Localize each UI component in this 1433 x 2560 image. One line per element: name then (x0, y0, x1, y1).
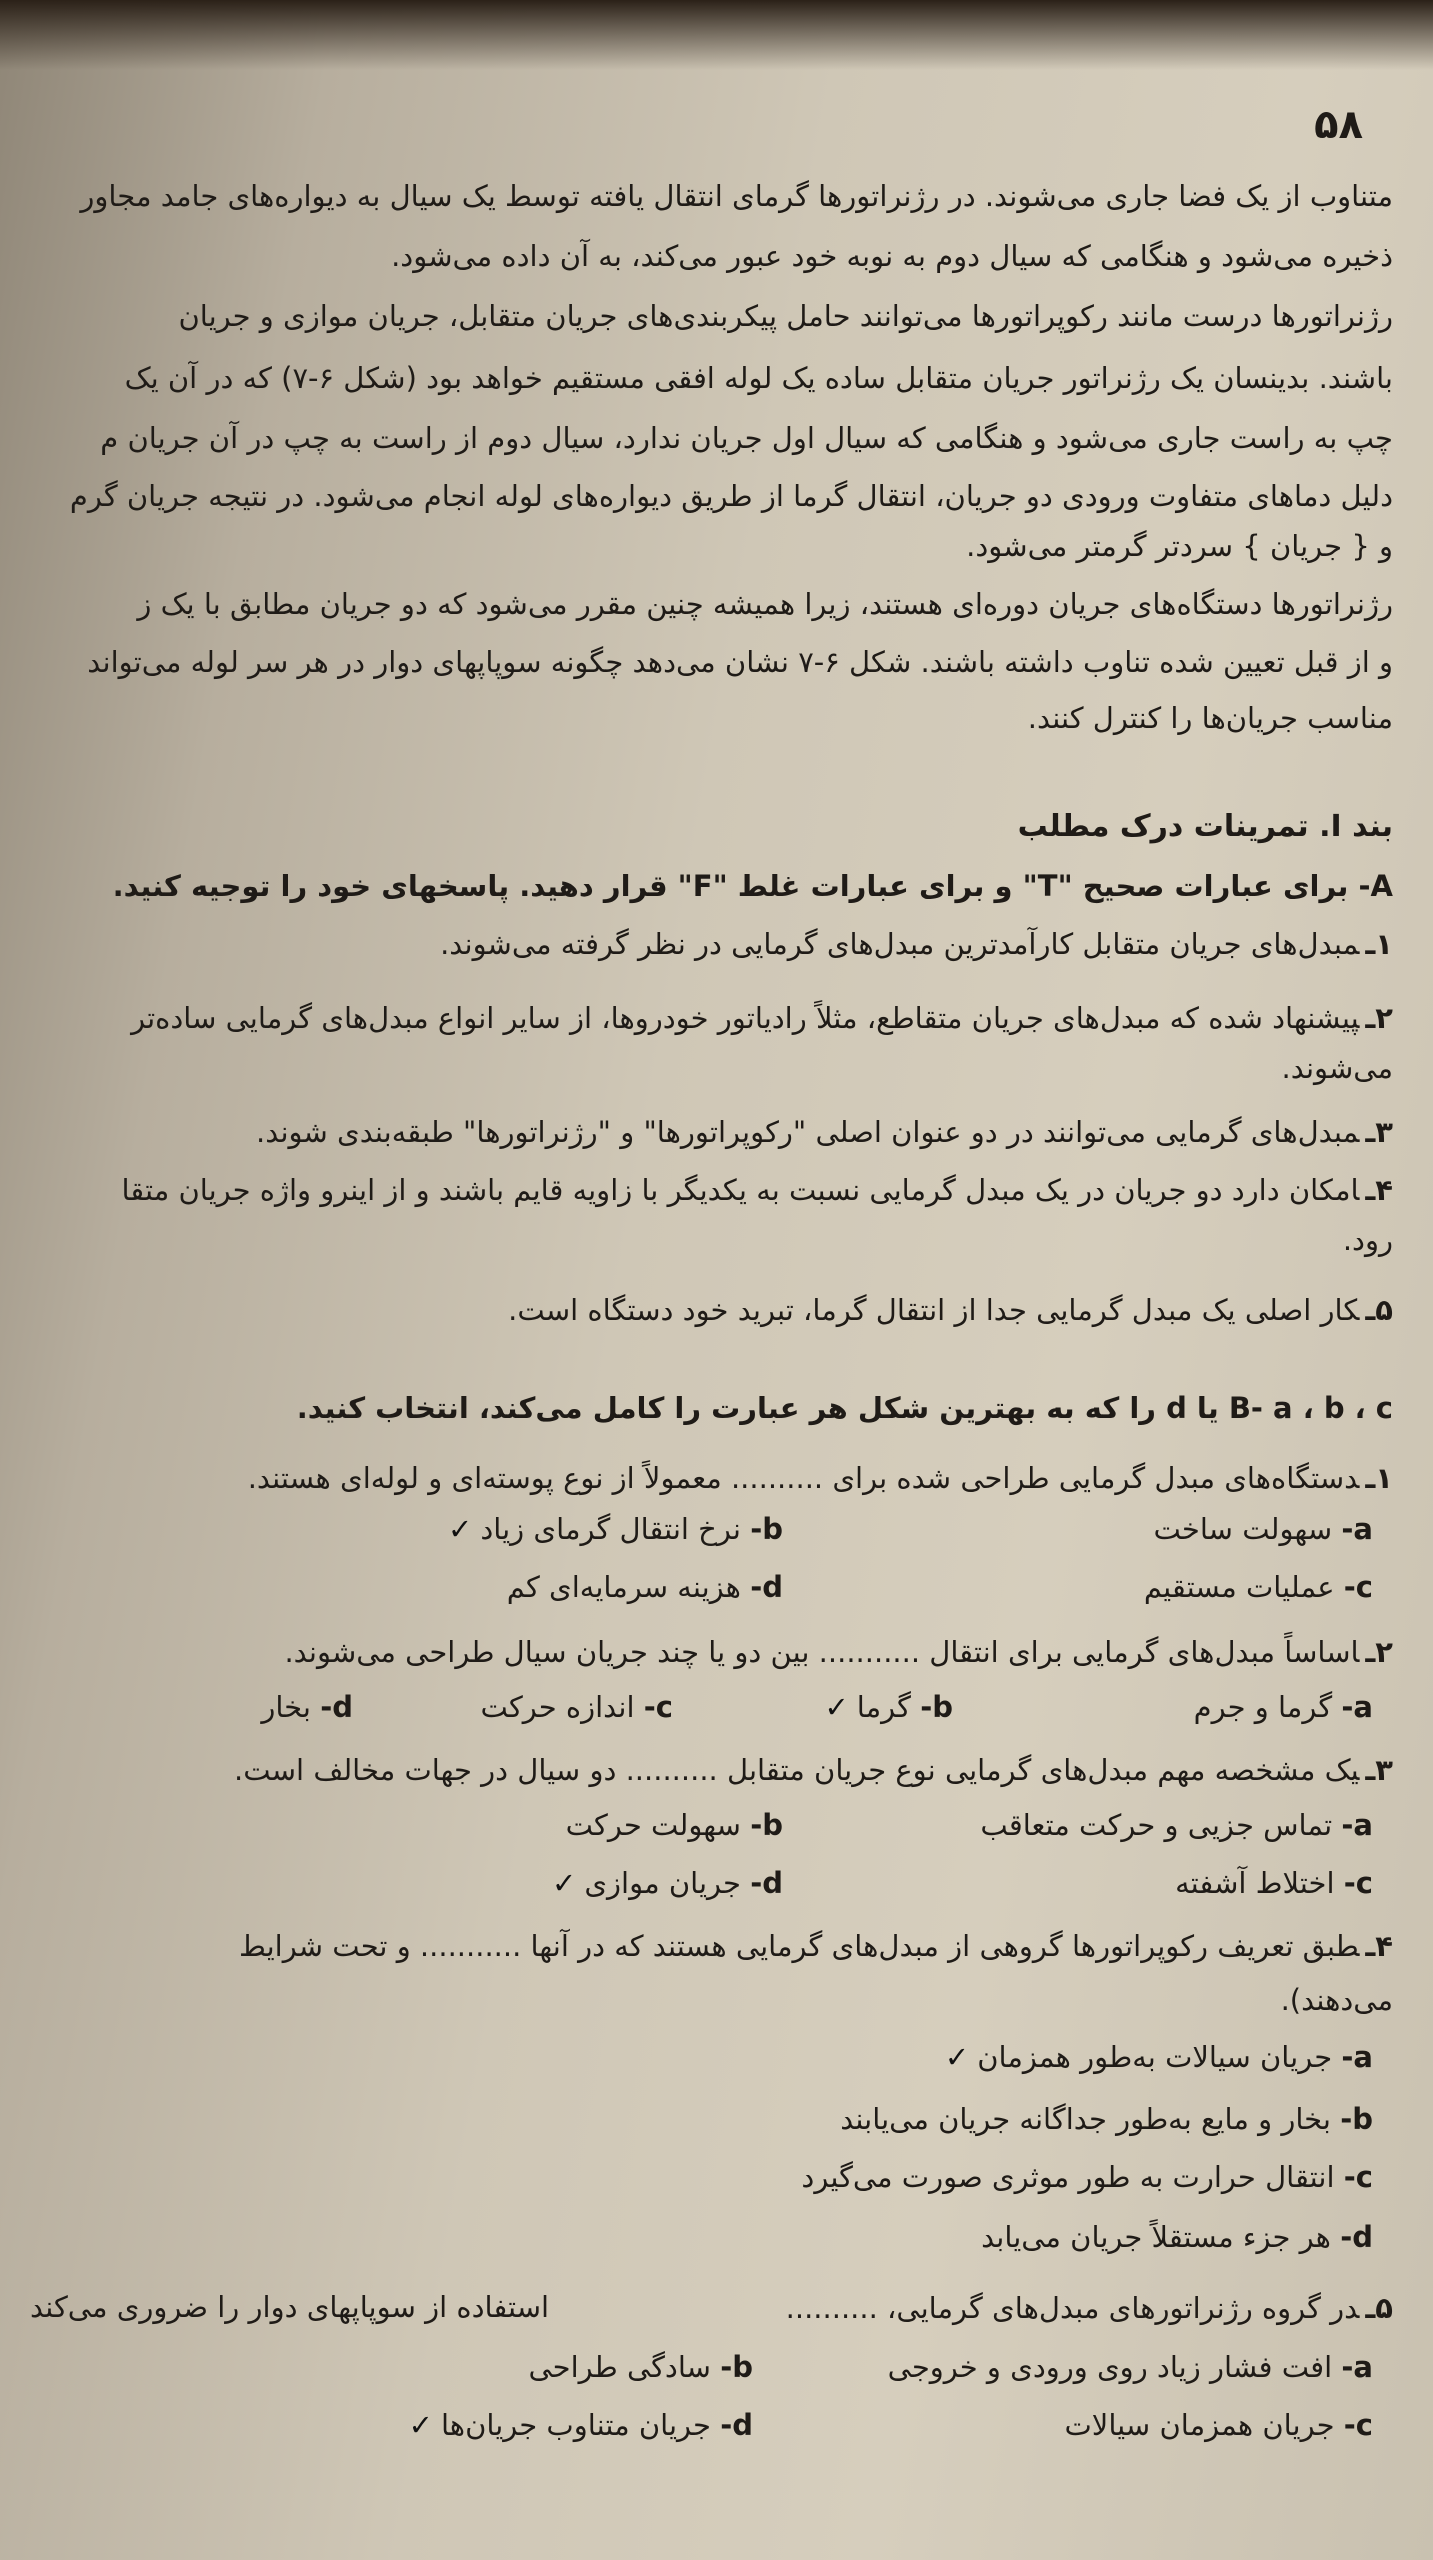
option-label: a- (1341, 2350, 1373, 2384)
option-text: عملیات مستقیم (1143, 1570, 1335, 1604)
item-text: مبدل‌های جریان متقابل کارآمدترین مبدل‌های گرمایی در نظر گرفته می‌شوند. (440, 927, 1360, 961)
option-c (1144, 1570, 1373, 1604)
question-number: ۱ـ (1365, 1461, 1393, 1495)
item-text: امکان دارد دو جریان در یک مبدل گرمایی نسبت به یکدیگر با زاویه قایم باشند و از اینرو واژه جریان متقا (121, 1173, 1360, 1207)
question-3 (234, 1752, 1393, 1788)
question-number: ۳ـ (1365, 1753, 1393, 1787)
question-2 (284, 1634, 1393, 1670)
item-number: ۵ـ (1365, 1293, 1393, 1327)
paragraph-line: باشند. بدینسان یک رژنراتور جریان متقابل ساده یک لوله افقی مستقیم خواهد بود (شکل ۶-۷) که در آن یک (124, 361, 1393, 395)
question-4 (239, 1928, 1393, 1964)
option-text: نرخ انتقال گرمای زیاد (480, 1512, 741, 1546)
option-text: جریان متناوب جریان‌ها (440, 2408, 711, 2442)
item-number: ۳ـ (1365, 1115, 1393, 1149)
option-label: d- (320, 1690, 353, 1724)
option-text: گرما و جرم (1193, 1690, 1333, 1724)
part-a-item-cont (1282, 1050, 1394, 1086)
option-c (1175, 1866, 1373, 1900)
option-text: سهولت ساخت (1153, 1512, 1333, 1546)
part-a-title: A- برای عبارات صحیح "T" و برای عبارات غلط "F" قرار دهید. پاسخهای خود را توجیه کنید. (112, 869, 1393, 903)
check-mark-icon: ✓ (824, 1690, 849, 1724)
paragraph-line: رژنراتورها درست مانند رکوپراتورها می‌توانند حامل پیکربندی‌های جریان متقابل، جریان موازی و جریان (178, 299, 1393, 333)
item-text: پیشنهاد شده که مبدل‌های جریان متقاطع، مثلاً رادیاتور خودروها، از سایر انواع مبدل‌های گرمایی ساده‌تر (131, 1001, 1360, 1035)
option-text: بخار و مایع به‌طور جداگانه جریان می‌یابند (840, 2102, 1331, 2136)
option-label: c- (1343, 1570, 1373, 1604)
section-title: بند I. تمرینات درک مطلب (1017, 809, 1393, 844)
question-1 (248, 1460, 1393, 1496)
option-d (981, 2220, 1373, 2254)
option-label: d- (720, 2408, 753, 2442)
option-a (980, 1808, 1373, 1842)
item-text: مبدل‌های گرمایی می‌توانند در دو عنوان اصلی "رکوپراتورها" و "رژنراتورها" طبقه‌بندی شوند. (256, 1115, 1360, 1149)
option-label: a- (1341, 1808, 1373, 1842)
option-label: c- (643, 1690, 673, 1724)
option-c (801, 2160, 1373, 2194)
option-b (566, 1808, 783, 1842)
option-label: a- (1341, 1512, 1373, 1546)
option-text: اندازه حرکت (480, 1690, 635, 1724)
option-label: d- (750, 1866, 783, 1900)
part-a-item (256, 1114, 1393, 1150)
paragraph-line: و از قبل تعیین شده تناوب داشته باشند. شکل ۶-۷ نشان می‌دهد چگونه سوپاپهای دوار در هر سر لوله می‌تواند (87, 645, 1393, 679)
part-a-item (508, 1292, 1393, 1328)
question-stem: طبق تعریف رکوپراتورها گروهی از مبدل‌های گرمایی هستند که در آنها ........... و تحت شرایط (239, 1929, 1360, 1963)
option-label: b- (750, 1512, 783, 1546)
paragraph-line: متناوب از یک فضا جاری می‌شوند. در رژنراتورها گرمای انتقال یافته توسط یک سیال به دیواره‌های جامد مجاور (80, 179, 1393, 213)
option-text: هزینه سرمایه‌ای کم (506, 1570, 741, 1604)
option-label: b- (920, 1690, 953, 1724)
paragraph-line: چپ به راست جاری می‌شود و هنگامی که سیال اول جریان ندارد، سیال دوم از راست به چپ در آن جریان م (100, 421, 1393, 455)
paragraph-line: رژنراتورها دستگاه‌های جریان دوره‌ای هستند، زیرا همیشه چنین مقرر می‌شود که دو جریان مطابق با یک ز (137, 587, 1393, 621)
paragraph-line: مناسب جریان‌ها را کنترل کنند. (1027, 701, 1393, 735)
option-c (1065, 2408, 1374, 2442)
check-mark-icon: ✓ (944, 2040, 970, 2074)
option-text: جریان موازی (584, 1866, 741, 1900)
item-number: ۴ـ (1365, 1173, 1393, 1207)
option-a (1194, 1690, 1373, 1724)
check-mark-icon: ✓ (408, 2408, 433, 2442)
paragraph-line: و { جریان } سردتر گرمتر می‌شود. (966, 529, 1393, 563)
option-label: b- (720, 2350, 753, 2384)
question-5-tail: استفاده از سوپاپهای دوار را ضروری می‌کند (30, 2290, 550, 2324)
part-a-item (121, 1172, 1393, 1208)
option-b (440, 1512, 783, 1546)
option-d (401, 2408, 753, 2442)
option-label: c- (1343, 2408, 1373, 2442)
check-mark-icon: ✓ (552, 1866, 577, 1900)
option-label: b- (1340, 2102, 1373, 2136)
part-b-title: B- a ، b ، c یا d را که به بهترین شکل هر عبارت را کامل می‌کند، انتخاب کنید. (296, 1391, 1393, 1425)
question-stem: دستگاه‌های مبدل گرمایی طراحی شده برای .......... معمولاً از نوع پوسته‌ای و لوله‌ای هستند. (247, 1461, 1360, 1495)
question-number: ۵ـ (1365, 2291, 1393, 2325)
option-d (507, 1570, 783, 1604)
question-stem: یک مشخصه مهم مبدل‌های گرمایی نوع جریان متقابل .......... دو سیال در جهات مخالف است. (234, 1753, 1360, 1787)
option-text: سهولت حرکت (565, 1808, 741, 1842)
question-5 (786, 2290, 1393, 2326)
option-text: انتقال حرارت به طور موثری صورت می‌گیرد (801, 2160, 1335, 2194)
paragraph-line: ذخیره می‌شود و هنگامی که سیال دوم به نوبه خود عبور می‌کند، به آن داده می‌شود. (391, 239, 1393, 273)
option-label: d- (750, 1570, 783, 1604)
option-label: c- (1343, 1866, 1373, 1900)
option-text: سادگی طراحی (528, 2350, 711, 2384)
top-shadow (0, 0, 1433, 70)
question-stem: در گروه رژنراتورهای مبدل‌های گرمایی، .......... (785, 2291, 1360, 2325)
paragraph-line: دلیل دماهای متفاوت ورودی دو جریان، انتقال گرما از طریق دیواره‌های لوله انجام می‌شود. در نتیجه جریان گرم (69, 479, 1393, 513)
option-text: جریان همزمان سیالات (1064, 2408, 1335, 2442)
part-a-item (131, 1000, 1393, 1036)
item-number: ۱ـ (1365, 927, 1393, 961)
option-c (480, 1690, 673, 1724)
question-4-cont: می‌دهند). (1280, 1983, 1393, 2017)
option-b (840, 2102, 1373, 2136)
option-b (816, 1690, 953, 1724)
option-label: b- (750, 1808, 783, 1842)
option-text: تماس جزیی و حرکت متعاقب (980, 1808, 1333, 1842)
item-text: رود. (1342, 1223, 1393, 1257)
item-text: می‌شوند. (1281, 1051, 1393, 1085)
option-label: d- (1340, 2220, 1373, 2254)
option-a (1153, 1512, 1373, 1546)
option-text: گرما (856, 1690, 911, 1724)
option-text: بخار (261, 1690, 311, 1724)
item-text: کار اصلی یک مبدل گرمایی جدا از انتقال گرما، تبرید خود دستگاه است. (508, 1293, 1360, 1327)
option-a (888, 2350, 1373, 2384)
option-text: جریان سیالات به‌طور همزمان (977, 2040, 1333, 2074)
option-label: a- (1341, 2040, 1373, 2074)
part-a-item (440, 926, 1393, 962)
option-a (937, 2040, 1373, 2074)
option-label: c- (1343, 2160, 1373, 2194)
question-number: ۴ـ (1365, 1929, 1393, 1963)
item-number: ۲ـ (1365, 1001, 1393, 1035)
part-a-item-cont (1343, 1222, 1393, 1258)
check-mark-icon: ✓ (448, 1512, 473, 1546)
option-b (528, 2350, 753, 2384)
option-d (261, 1690, 353, 1724)
option-text: اختلاط آشفته (1175, 1866, 1335, 1900)
option-text: افت فشار زیاد روی ورودی و خروجی (887, 2350, 1333, 2384)
option-label: a- (1341, 1690, 1373, 1724)
option-d (544, 1866, 783, 1900)
option-text: هر جزء مستقلاً جریان می‌یابد (981, 2220, 1331, 2254)
question-number: ۲ـ (1365, 1635, 1393, 1669)
page-number: ۵۸ (1314, 102, 1363, 148)
question-stem: اساساً مبدل‌های گرمایی برای انتقال ........... بین دو یا چند جریان سیال طراحی می‌شوند. (284, 1635, 1360, 1669)
